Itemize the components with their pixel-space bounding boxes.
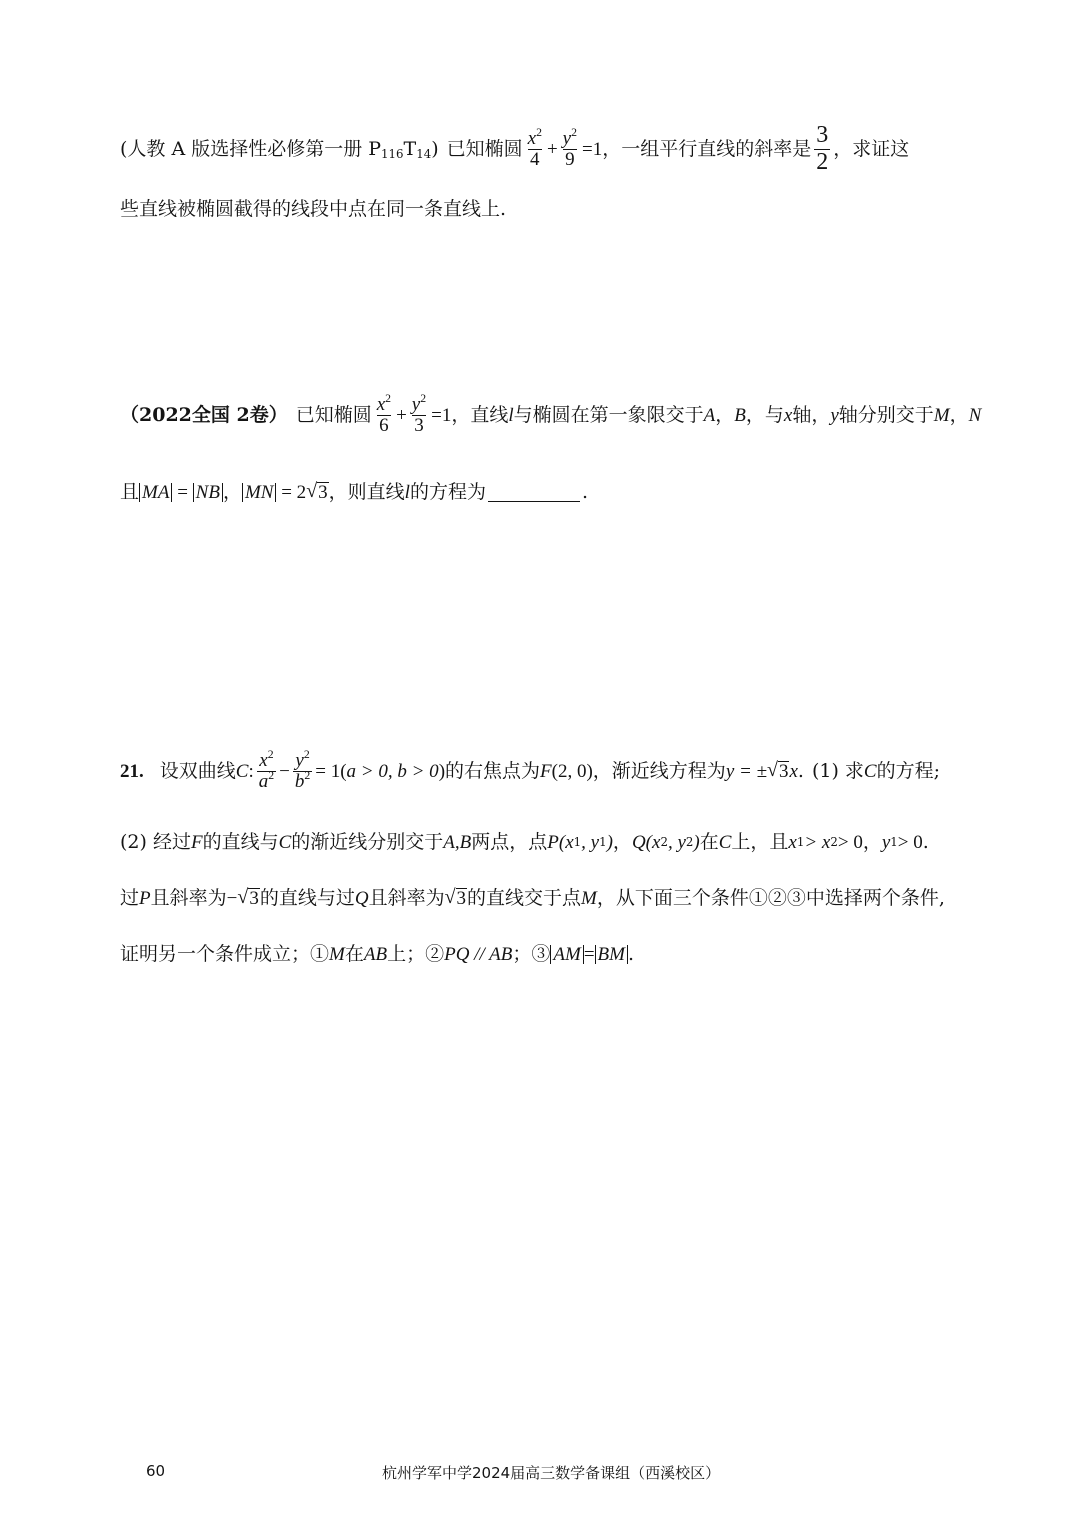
problem-2-source: （2022全国 2卷） — [120, 403, 288, 426]
page-number: 60 — [146, 1462, 166, 1480]
problem-21-line-1: 21. 设双曲线 C : $\frac{x^2}{a^2}$ − $\frac{y^2}{b^2}$ = 1( a > 0, b > 0 ) 的右焦点为 F (2, 0) ，渐近线方程为 y = ± √ 3 x . (1) 求 C 的方程; — [120, 747, 940, 792]
problem-2-line-2: 且 MA = NB ， MN = 2 √ 3 ，则直线 l 的方程为 . — [120, 480, 588, 503]
abs-NB: NB — [193, 483, 223, 502]
fraction-y2-over-9: $\frac{y^2}{9}$ — [562, 125, 577, 170]
problem-21-number: 21. — [120, 760, 144, 782]
abs-MN: MN — [242, 483, 277, 502]
problem-1-line-1: (人教 A 版选择性必修第一册 $P_{116}T_{14}$) 已知椭圆 $\frac{x^2}{4}$ + $\frac{y^2}{9}$ =1 ，一组平行直线的斜率是 $\frac{3}{2}$ ，求证这 — [120, 122, 910, 175]
problem-1-text: 已知椭圆 — [446, 137, 523, 160]
problem-1-source: (人教 A 版选择性必修第一册 $P_{116}T_{14}$) — [120, 137, 439, 161]
fraction-x2-over-4: $\frac{x^2}{4}$ — [527, 125, 542, 170]
sqrt-3: √ 3 — [306, 480, 328, 503]
problem-21-line-2: (2) 经过 F 的直线与 C 的渐近线分别交于 A,B 两点，点 P (x 1 , y 1 ) ， Q (x 2 , y 2 ) 在 C 上，且 x 1 > x 2 > 0 ， y 1 > 0 . — [120, 830, 929, 853]
answer-blank[interactable] — [488, 483, 580, 502]
fraction-x2-over-a2: $\frac{x^2}{a^2}$ — [258, 747, 275, 792]
fraction-y2-over-b2: $\frac{y^2}{b^2}$ — [294, 747, 311, 792]
problem-21-line-4: 证明另一个条件成立；① M 在 AB 上；② PQ // AB ；③ AM = BM . — [120, 942, 635, 965]
fraction-3-over-2: $\frac{3}{2}$ — [816, 122, 829, 175]
abs-MA: MA — [139, 483, 172, 502]
footer-school: 杭州学军中学2024届高三数学备课组（西溪校区） — [382, 1464, 721, 1482]
fraction-y2-over-3: $\frac{y^2}{3}$ — [411, 391, 427, 436]
problem-21-line-3: 过 P 且斜率为 − √ 3 的直线与过 Q 且斜率为 √ 3 的直线交于点 M ，从下面三个条件①②③中选择两个条件, — [120, 886, 945, 909]
problem-2-line-1: （2022全国 2卷） 已知椭圆 $\frac{x^2}{6}$ + $\frac{y^2}{3}$ =1 ，直线 l 与椭圆在第一象限交于 A ， B ，与 x 轴， y 轴分别交于 M ， N — [120, 391, 982, 436]
fraction-x2-over-6: $\frac{x^2}{6}$ — [376, 391, 392, 436]
problem-1-line-2: 些直线被椭圆截得的线段中点在同一条直线上. — [120, 197, 507, 220]
